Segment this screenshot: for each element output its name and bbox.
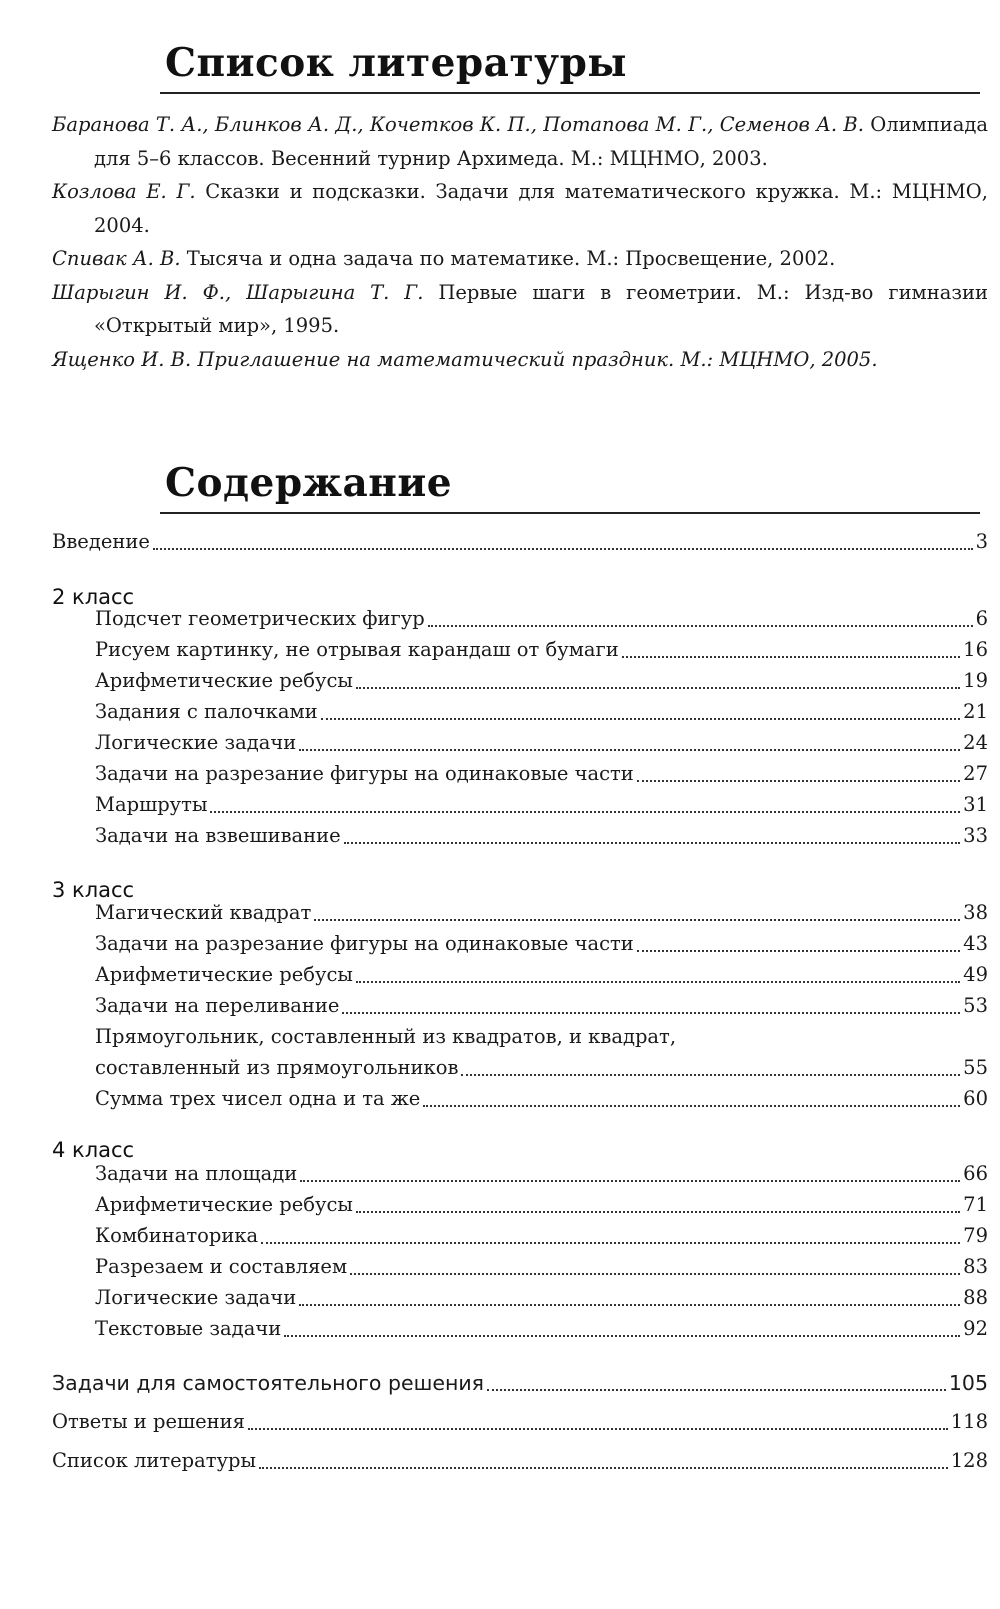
bibliography-entry — [52, 108, 988, 175]
toc-page: 128 — [950, 1449, 988, 1472]
toc-entry[interactable] — [95, 1283, 988, 1313]
toc-leader — [248, 1428, 948, 1430]
toc-entry[interactable] — [95, 1314, 988, 1344]
toc-leader — [342, 1012, 960, 1014]
toc-leader — [487, 1389, 946, 1391]
toc-page: 43 — [963, 932, 988, 955]
bibliography-entry — [52, 276, 988, 343]
toc-entry-answers[interactable] — [52, 1407, 988, 1437]
toc-leader — [356, 687, 960, 689]
toc-entry[interactable] — [95, 1159, 988, 1189]
toc-leader — [428, 625, 973, 627]
toc-entry[interactable] — [95, 728, 988, 758]
toc-page: 33 — [963, 824, 988, 847]
toc-entry[interactable] — [95, 635, 988, 665]
entry-text: Первые шаги в геометрии. М.: Изд-во гимназии «Открытый мир», 1995. — [94, 280, 988, 337]
toc-title: Введение — [52, 530, 150, 553]
toc-title: Задачи на площади — [95, 1162, 298, 1185]
toc-page: 19 — [963, 669, 988, 692]
toc-title: Задачи на разрезание фигуры на одинаковые части — [95, 932, 634, 955]
toc-leader — [622, 656, 960, 658]
toc-entry[interactable] — [95, 697, 988, 727]
toc-leader — [259, 1467, 948, 1469]
toc-page: 55 — [963, 1056, 988, 1079]
toc-leader — [461, 1074, 960, 1076]
toc-section-grade3: 3 класс — [52, 878, 135, 902]
toc-leader — [350, 1273, 960, 1275]
entry-text: Сказки и подсказки. Задачи для математического кружка. М.: МЦНМО, 2004. — [94, 180, 988, 237]
toc-title: Комбинаторика — [95, 1224, 259, 1247]
toc-page: 88 — [963, 1286, 988, 1309]
toc-page: 27 — [963, 762, 988, 785]
toc-entry[interactable] — [95, 991, 988, 1021]
toc-entry[interactable] — [95, 1190, 988, 1220]
toc-entry[interactable] — [95, 1084, 988, 1114]
toc-entry[interactable] — [95, 960, 988, 990]
bibliography-title-rule — [160, 92, 980, 94]
toc-page: 79 — [963, 1224, 988, 1247]
toc-section-grade4: 4 класс — [52, 1138, 135, 1162]
toc-page: 60 — [963, 1087, 988, 1110]
entry-authors: Шарыгин И. Ф., Шарыгина Т. Г. — [52, 280, 424, 304]
toc-page: 49 — [963, 963, 988, 986]
bibliography-title: Список литературы — [165, 40, 627, 86]
contents-title-rule — [160, 512, 980, 514]
toc-page: 105 — [948, 1371, 988, 1395]
toc-page: 53 — [963, 994, 988, 1017]
toc-leader — [321, 718, 961, 720]
entry-text: Олимпиада для 5–6 классов. Весенний турнир Архимеда. М.: МЦНМО, 2003. — [94, 113, 988, 170]
toc-title: Задания с палочками — [95, 700, 318, 723]
toc-page: 21 — [963, 700, 988, 723]
toc-title: Маршруты — [95, 793, 208, 816]
toc-leader — [356, 981, 960, 983]
toc-leader — [314, 919, 960, 921]
toc-leader — [300, 1180, 960, 1182]
toc-entry[interactable] — [95, 604, 988, 634]
toc-page: 31 — [963, 793, 988, 816]
toc-title: Разрезаем и составляем — [95, 1255, 348, 1278]
toc-entry-literature[interactable] — [52, 1446, 988, 1476]
toc-page: 16 — [963, 638, 988, 661]
toc-leader — [356, 1211, 960, 1213]
bibliography-entry — [52, 343, 988, 377]
toc-title: Логические задачи — [95, 731, 297, 754]
toc-title: Список литературы — [52, 1449, 257, 1472]
entry-authors: Баранова Т. А., Блинков А. Д., Кочетков К. П., Потапова М. Г., Семенов А. В. — [52, 113, 864, 136]
toc-page: 3 — [975, 530, 988, 553]
toc-title: Логические задачи — [95, 1286, 297, 1309]
toc-title: Магический квадрат — [95, 901, 312, 924]
toc-leader — [284, 1335, 960, 1337]
toc-title: Задачи для самостоятельного решения — [52, 1371, 485, 1395]
entry-authors: Ященко И. В. Приглашение на математический праздник. М.: МЦНМО, 2005. — [52, 347, 878, 371]
toc-page: 66 — [963, 1162, 988, 1185]
toc-leader — [423, 1105, 960, 1107]
toc-page: 83 — [963, 1255, 988, 1278]
entry-authors: Козлова Е. Г. — [52, 180, 196, 203]
toc-title: Текстовые задачи — [95, 1317, 282, 1340]
bibliography-entry — [52, 242, 988, 276]
toc-entry[interactable] — [95, 821, 988, 851]
toc-title: Задачи на переливание — [95, 994, 340, 1017]
toc-page: 6 — [975, 607, 988, 630]
toc-title: Подсчет геометрических фигур — [95, 607, 425, 630]
toc-leader — [637, 950, 960, 952]
toc-title: составленный из прямоугольников — [95, 1056, 459, 1079]
toc-entry[interactable] — [95, 666, 988, 696]
toc-leader — [637, 780, 960, 782]
toc-entry-self-study[interactable] — [52, 1368, 988, 1398]
toc-leader — [344, 842, 960, 844]
toc-entry-intro[interactable] — [52, 527, 988, 557]
toc-page: 118 — [950, 1410, 988, 1433]
toc-page: 92 — [963, 1317, 988, 1340]
toc-page: 71 — [963, 1193, 988, 1216]
toc-entry[interactable] — [95, 929, 988, 959]
toc-title: Арифметические ребусы — [95, 669, 353, 692]
toc-title: Сумма трех чисел одна и та же — [95, 1087, 421, 1110]
toc-title: Ответы и решения — [52, 1410, 245, 1433]
toc-entry[interactable] — [95, 1252, 988, 1282]
toc-title-line1: Прямоугольник, составленный из квадратов, и квадрат, — [95, 1025, 677, 1048]
toc-entry[interactable] — [95, 759, 988, 789]
bibliography-list — [52, 108, 988, 376]
toc-leader — [261, 1242, 960, 1244]
toc-title: Рисуем картинку, не отрывая карандаш от бумаги — [95, 638, 619, 661]
toc-title: Задачи на взвешивание — [95, 824, 341, 847]
toc-title: Арифметические ребусы — [95, 1193, 353, 1216]
toc-page: 24 — [963, 731, 988, 754]
toc-section-grade2: 2 класс — [52, 585, 135, 609]
entry-text: Тысяча и одна задача по математике. М.: Просвещение, 2002. — [180, 247, 836, 270]
toc-entry[interactable] — [95, 1053, 988, 1083]
toc-leader — [210, 811, 960, 813]
toc-leader — [299, 1304, 960, 1306]
entry-authors: Спивак А. В. — [52, 247, 181, 270]
toc-entry[interactable] — [95, 898, 988, 928]
toc-page: 38 — [963, 901, 988, 924]
contents-title: Содержание — [165, 460, 453, 506]
toc-entry[interactable] — [95, 1221, 988, 1251]
toc-leader — [153, 548, 973, 550]
toc-entry[interactable] — [95, 790, 988, 820]
toc-title: Задачи на разрезание фигуры на одинаковые части — [95, 762, 634, 785]
toc-leader — [299, 749, 960, 751]
bibliography-entry — [52, 175, 988, 242]
toc-title: Арифметические ребусы — [95, 963, 353, 986]
